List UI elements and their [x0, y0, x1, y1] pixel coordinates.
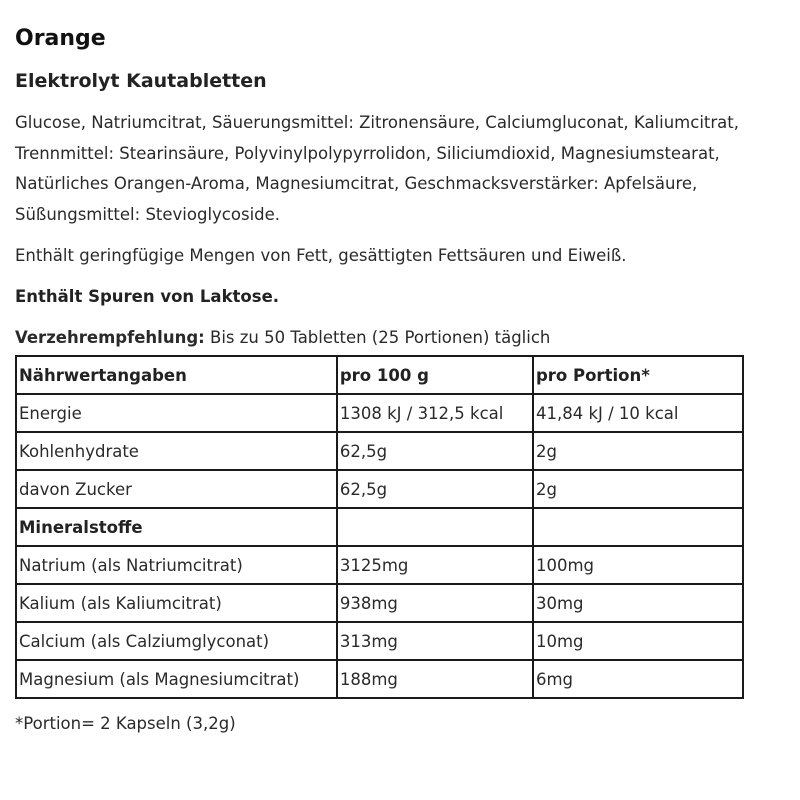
table-row: [16, 660, 743, 698]
lactose-note: Enthält Spuren von Laktose.: [15, 287, 280, 306]
header-per-100g: pro 100 g: [337, 356, 533, 394]
section-heading-minerals: Mineralstoffe: [16, 508, 337, 546]
value-per-portion: 6mg: [533, 660, 743, 698]
product-subtitle: Elektrolyt Kautabletten: [15, 70, 267, 92]
dosage-label: Verzehrempfehlung:: [15, 328, 205, 347]
nutrition-table: [15, 355, 744, 699]
value-per-portion: [533, 508, 743, 546]
product-title: Orange: [15, 26, 106, 51]
value-per-100g: 62,5g: [337, 432, 533, 470]
table-row: [16, 470, 743, 508]
trace-fat-note: Enthält geringfügige Mengen von Fett, gesättigten Fettsäuren und Eiweiß.: [15, 246, 627, 265]
value-per-portion: 100mg: [533, 546, 743, 584]
nutrient-name: Magnesium (als Magnesiumcitrat): [16, 660, 337, 698]
value-per-portion: 41,84 kJ / 10 kcal: [533, 394, 743, 432]
header-per-portion: pro Portion*: [533, 356, 743, 394]
value-per-100g: 1308 kJ / 312,5 kcal: [337, 394, 533, 432]
value-per-100g: [337, 508, 533, 546]
nutrient-name: Energie: [16, 394, 337, 432]
table-row: [16, 432, 743, 470]
table-row: [16, 622, 743, 660]
value-per-portion: 2g: [533, 432, 743, 470]
dosage-text: Bis zu 50 Tabletten (25 Portionen) täglich: [204, 328, 551, 347]
table-row: [16, 584, 743, 622]
ingredients-text: Glucose, Natriumcitrat, Säuerungsmittel: Zitronensäure, Calciumgluconat, Kaliumcitrat, Trennmittel: Stearinsäure, Polyvinylpolypyrrolidon, Siliciumdioxid, Magnesiumstearat, Natürliches Orangen-Aroma, Magnesiumcitrat, Geschmacksverstärker: Apfelsäure, Süßungsmittel: Stevioglycoside.: [15, 113, 739, 224]
nutrient-name: Kalium (als Kaliumcitrat): [16, 584, 337, 622]
table-section-row: [16, 508, 743, 546]
value-per-100g: 62,5g: [337, 470, 533, 508]
dosage-recommendation: [15, 323, 785, 353]
table-row: [16, 394, 743, 432]
nutrient-name: davon Zucker: [16, 470, 337, 508]
value-per-portion: 2g: [533, 470, 743, 508]
product-info: [15, 22, 785, 739]
value-per-portion: 30mg: [533, 584, 743, 622]
nutrient-name: Natrium (als Natriumcitrat): [16, 546, 337, 584]
table-header-row: [16, 356, 743, 394]
header-nutrient: Nährwertangaben: [16, 356, 337, 394]
value-per-100g: 313mg: [337, 622, 533, 660]
table-row: [16, 546, 743, 584]
nutrient-name: Kohlenhydrate: [16, 432, 337, 470]
value-per-100g: 188mg: [337, 660, 533, 698]
portion-footnote: *Portion= 2 Kapseln (3,2g): [15, 714, 236, 733]
value-per-100g: 938mg: [337, 584, 533, 622]
value-per-portion: 10mg: [533, 622, 743, 660]
nutrient-name: Calcium (als Calziumglyconat): [16, 622, 337, 660]
value-per-100g: 3125mg: [337, 546, 533, 584]
